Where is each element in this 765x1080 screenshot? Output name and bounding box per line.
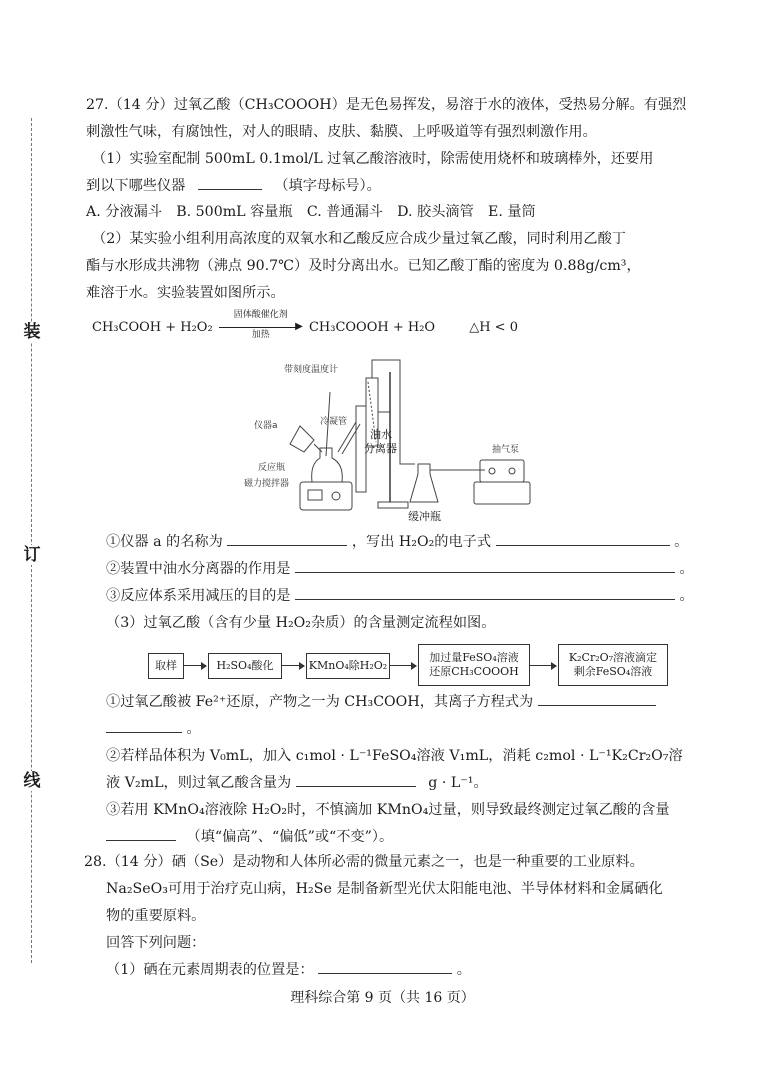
q28-line1: 28.（14 分）硒（Se）是动物和人体所必需的微量元素之一，也是一种重要的工业原料。 [84, 854, 644, 870]
s33-hint: （填“偏高”、“偏低”或“不变”）。 [186, 829, 394, 845]
flow-arrow-4 [530, 665, 556, 666]
sub1-prompt-a: ①仪器 a 的名称为 [106, 534, 223, 550]
flow-arrow-3 [390, 665, 416, 666]
stirrer-display [308, 490, 322, 500]
flow-arrow-1 [184, 665, 206, 666]
q27-part3-sub3-line2 [106, 825, 393, 851]
label-stirrer: 磁力搅拌器 [244, 479, 290, 489]
flow-step-4-text-2: 还原CH₃COOOH [429, 665, 519, 678]
s32-prompt: 液 V₂mL，则过氧乙酸含量为 [106, 775, 292, 791]
s31-end: 。 [186, 721, 201, 737]
page-footer: 理科综合第 9 页（共 16 页） [290, 990, 475, 1006]
sub3-prompt: ③反应体系采用减压的目的是 [106, 588, 291, 604]
binding-margin-line [31, 118, 32, 963]
flow-step-4-text-1: 加过量FeSO₄溶液 [429, 651, 519, 664]
q27-part3: （3）过氧乙酸（含有少量 H₂O₂杂质）的含量测定流程如图。 [106, 615, 496, 631]
instrument-a [290, 426, 314, 452]
flow-step-reduce [418, 644, 530, 686]
reaction-equation [92, 309, 518, 341]
equation-reactants: CH₃COOH + H₂O₂ [92, 320, 213, 335]
equation-catalyst: 固体酸催化剂 [233, 309, 288, 320]
flow-arrow-2 [282, 665, 304, 666]
label-instrument-a: 仪器a [254, 421, 278, 431]
q27-part2-line3: 难溶于水。实验装置如图所示。 [86, 285, 285, 301]
sub3-blank[interactable] [295, 584, 675, 600]
stirrer-knob [332, 492, 340, 500]
label-reaction-flask: 反应瓶 [258, 463, 286, 473]
q28-part1 [106, 958, 471, 984]
q27-header: 27.（14 分）过氧乙酸（CH₃COOOH）是无色易挥发，易溶于水的液体，受热易分解。有强烈 [86, 97, 687, 113]
s33-blank[interactable] [106, 825, 176, 841]
stand-base [378, 502, 408, 508]
q27-part3-sub1-line2 [106, 717, 201, 743]
s32-blank[interactable] [296, 771, 416, 787]
label-thermometer: 带刻度温度计 [284, 365, 339, 375]
flow-step-titrate [558, 644, 668, 686]
flow-step-2-text: H₂SO₄酸化 [216, 659, 274, 672]
q28-line3: 物的重要原料。 [106, 908, 206, 924]
s31-blank-a[interactable] [538, 690, 656, 706]
label-separator-2: 分离器 [364, 442, 397, 455]
flow-step-sample [148, 653, 184, 679]
q27-sub3 [106, 584, 694, 610]
flow-step-acidify [208, 653, 282, 679]
sub1-end: 。 [674, 534, 689, 550]
equation-products: CH₃COOOH + H₂O [308, 320, 436, 335]
q27-part2-line1: （2）某实验小组利用高浓度的双氧水和乙酸反应合成少量过氧乙酸，同时利用乙酸丁 [92, 231, 626, 247]
sub2-blank[interactable] [295, 557, 675, 573]
flow-step-remove-h2o2 [306, 653, 390, 679]
q28-line2: Na₂SeO₃可用于治疗克山病，H₂Se 是制备新型光伏太阳能电池、半导体材料和金属硒化 [106, 881, 663, 897]
sub2-prompt: ②装置中油水分离器的作用是 [106, 561, 291, 577]
label-condenser: 冷凝管 [320, 417, 348, 427]
margin-char-ding: 订 [23, 545, 41, 565]
reaction-flask [312, 448, 343, 482]
sub1-blank-instrument[interactable] [227, 530, 347, 546]
q27-part1-line1: （1）实验室配制 500mL 0.1mol/L 过氧乙酸溶液时，除需使用烧杯和玻璃棒外，还要用 [92, 151, 654, 167]
s31-prompt: ①过氧乙酸被 Fe²⁺还原，产物之一为 CH₃COOH，其离子方程式为 [106, 694, 534, 710]
q27-part1-answer-blank[interactable] [198, 174, 262, 190]
q28-part1-blank[interactable] [318, 958, 452, 974]
apparatus-diagram [244, 352, 530, 523]
q27-part2-line2: 酯与水形成共沸物（沸点 90.7℃）及时分离出水。已知乙酸丁酯的密度为 0.88g/cm³， [86, 258, 641, 274]
sub3-end: 。 [679, 588, 694, 604]
q27-part3-sub2-line1: ②若样品体积为 V₀mL，加入 c₁mol · L⁻¹FeSO₄溶液 V₁mL，消耗 c₂mol · L⁻¹K₂Cr₂O₇溶 [106, 748, 683, 764]
label-pump: 抽气泵 [492, 445, 520, 455]
q27-part3-sub2-line2 [106, 771, 488, 797]
flow-step-5-text-2: 剩余FeSO₄溶液 [573, 665, 653, 678]
sub1-prompt-b: ，写出 H₂O₂的电子式 [351, 534, 492, 550]
q28-part1-end: 。 [456, 962, 471, 978]
q28-part1-prompt: （1）硒在元素周期表的位置是： [106, 962, 314, 978]
equation-enthalpy: △H < 0 [469, 320, 518, 335]
q27-part1-prompt: 到以下哪些仪器 [86, 178, 186, 194]
q27-options: A. 分液漏斗 B. 500mL 容量瓶 C. 普通漏斗 D. 胶头滴管 E. 量筒 [86, 204, 536, 220]
q27-part1-line2 [86, 174, 381, 200]
q28-line4: 回答下列问题： [106, 935, 206, 951]
flow-step-1-text: 取样 [155, 659, 177, 672]
sub1-blank-electron-formula[interactable] [496, 530, 670, 546]
s32-unit: g · L⁻¹。 [428, 775, 488, 791]
vacuum-pump [480, 460, 524, 482]
margin-char-xian: 线 [23, 771, 41, 791]
label-buffer: 缓冲瓶 [408, 510, 441, 523]
flow-step-3-text: KMnO₄除H₂O₂ [308, 659, 388, 672]
label-separator-1: 油水 [370, 428, 392, 441]
margin-char-zhuang: 装 [23, 322, 41, 342]
s31-blank-b[interactable] [106, 717, 182, 733]
flow-step-5-text-1: K₂Cr₂O₇溶液滴定 [568, 651, 658, 664]
q27-part3-sub3-line1: ③若用 KMnO₄溶液除 H₂O₂时，不慎滴加 KMnO₄过量，则导致最终测定过氧乙酸的含量 [106, 802, 670, 818]
q27-sub2 [106, 557, 694, 583]
q27-part3-sub1-line1 [106, 690, 656, 716]
sub2-end: 。 [679, 561, 694, 577]
q27-sub1 [106, 530, 688, 556]
equation-heating: 加热 [251, 329, 270, 340]
q27-part1-hint: （填字母标号）。 [274, 178, 381, 194]
equation-arrow: 固体酸催化剂 ▶ 加热 [219, 318, 303, 338]
q27-line2: 刺激性气味，有腐蚀性，对人的眼睛、皮肤、黏膜、上呼吸道等有强烈刺激作用。 [86, 124, 597, 140]
